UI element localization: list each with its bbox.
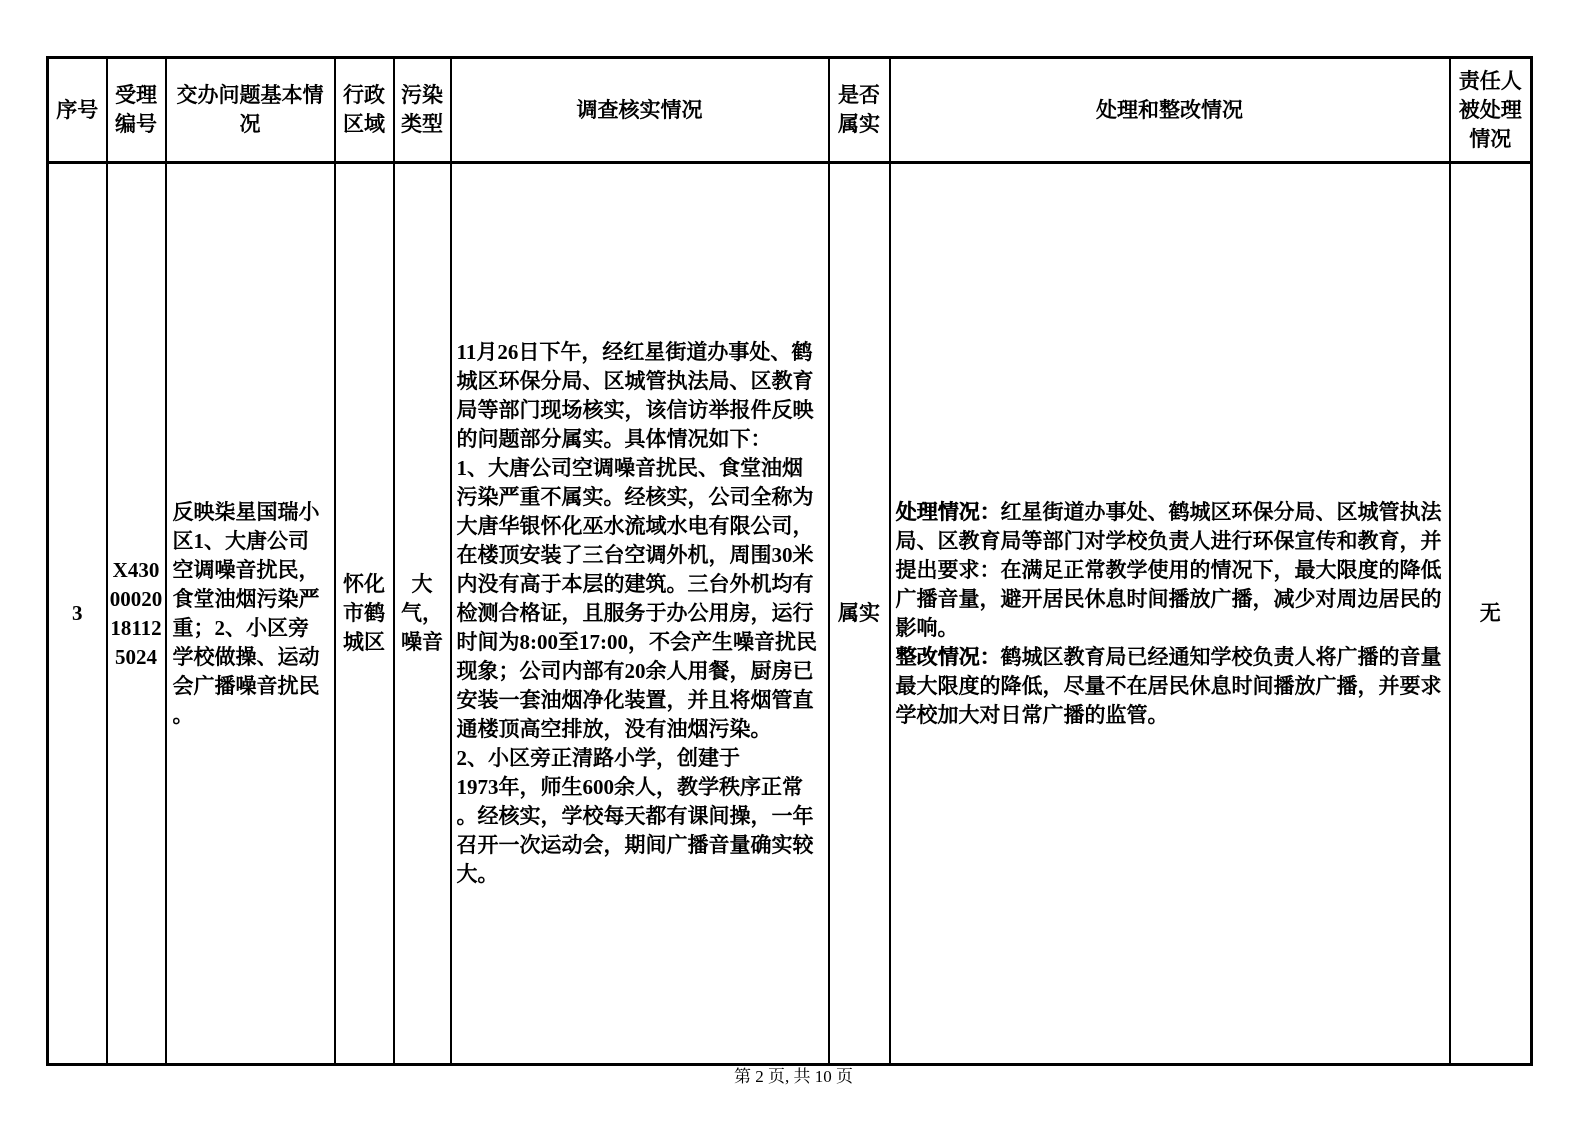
page-footer: 第 2 页, 共 10 页 xyxy=(734,1067,853,1086)
complaints-table xyxy=(46,56,1533,1066)
cell-pollution-type: 大气，噪音 xyxy=(394,163,451,1065)
header-responsible: 责任人被处理情况 xyxy=(1450,58,1532,163)
header-case-no: 受理编号 xyxy=(107,58,166,163)
cell-investigation xyxy=(451,163,829,1065)
cell-seq: 3 xyxy=(48,163,107,1065)
cell-handling xyxy=(890,163,1450,1065)
table-row xyxy=(48,163,1532,1065)
header-region: 行政区域 xyxy=(335,58,394,163)
cell-responsible: 无 xyxy=(1450,163,1532,1065)
cell-verified: 属实 xyxy=(829,163,890,1065)
investigation-paragraph: 1973年，师生600余人，教学秩序正常。经核实，学校每天都有课间操，一年召开一次运动会，期间广播音量确实较大。 xyxy=(456,775,814,886)
rectification-text: 鹤城区教育局已经通知学校负责人将广播的音量最大限度的降低，尽量不在居民休息时间播放广播，并要求学校加大对日常广播的监管。 xyxy=(895,644,1442,727)
header-problem: 交办问题基本情况 xyxy=(166,58,335,163)
investigation-paragraph: 2、小区旁正清路小学，创建于 xyxy=(456,746,740,770)
cell-region: 怀化市鹤城区 xyxy=(335,163,394,1065)
header-pollution-type: 污染类型 xyxy=(394,58,451,163)
investigation-paragraph: 1、大唐公司空调噪音扰民、食堂油烟污染严重不属实。经核实，公司全称为大唐华银怀化巫水流域水电有限公司，在楼顶安装了三台空调外机，周围30米内没有高于本层的建筑。三台外机均有检测合格证，且服务于办公用房，运行时间为8:00至17:00，不会产生噪音扰民现象；公司内部有20余人用餐，厨房已安装一套油烟净化装置，并且将烟管直通楼顶高空排放，没有油烟污染。 xyxy=(456,456,817,741)
header-seq: 序号 xyxy=(48,58,107,163)
header-handling: 处理和整改情况 xyxy=(890,58,1450,163)
header-investigation: 调查核实情况 xyxy=(451,58,829,163)
cell-case-no: X43000020181125024 xyxy=(107,163,166,1065)
header-verified: 是否属实 xyxy=(829,58,890,163)
handling-text: 红星街道办事处、鹤城区环保分局、区城管执法局、区教育局等部门对学校负责人进行环保宣传和教育，并提出要求：在满足正常教学使用的情况下，最大限度的降低广播音量，避开居民休息时间播放广播，减少对周边居民的影响。 xyxy=(895,499,1442,640)
handling-label: 处理情况： xyxy=(895,499,1001,524)
handling-paragraph xyxy=(896,498,1444,643)
investigation-paragraph: 11月26日下午，经红星街道办事处、鹤城区环保分局、区城管执法局、区教育局等部门现场核实，该信访举报件反映的问题部分属实。具体情况如下： xyxy=(456,340,814,451)
rectification-label: 整改情况： xyxy=(895,644,1001,669)
rectification-paragraph xyxy=(896,643,1444,730)
cell-problem: 反映柒星国瑞小区1、大唐公司空调噪音扰民，食堂油烟污染严重；2、小区旁学校做操、运动会广播噪音扰民。 xyxy=(166,163,335,1065)
header-row xyxy=(48,58,1532,163)
